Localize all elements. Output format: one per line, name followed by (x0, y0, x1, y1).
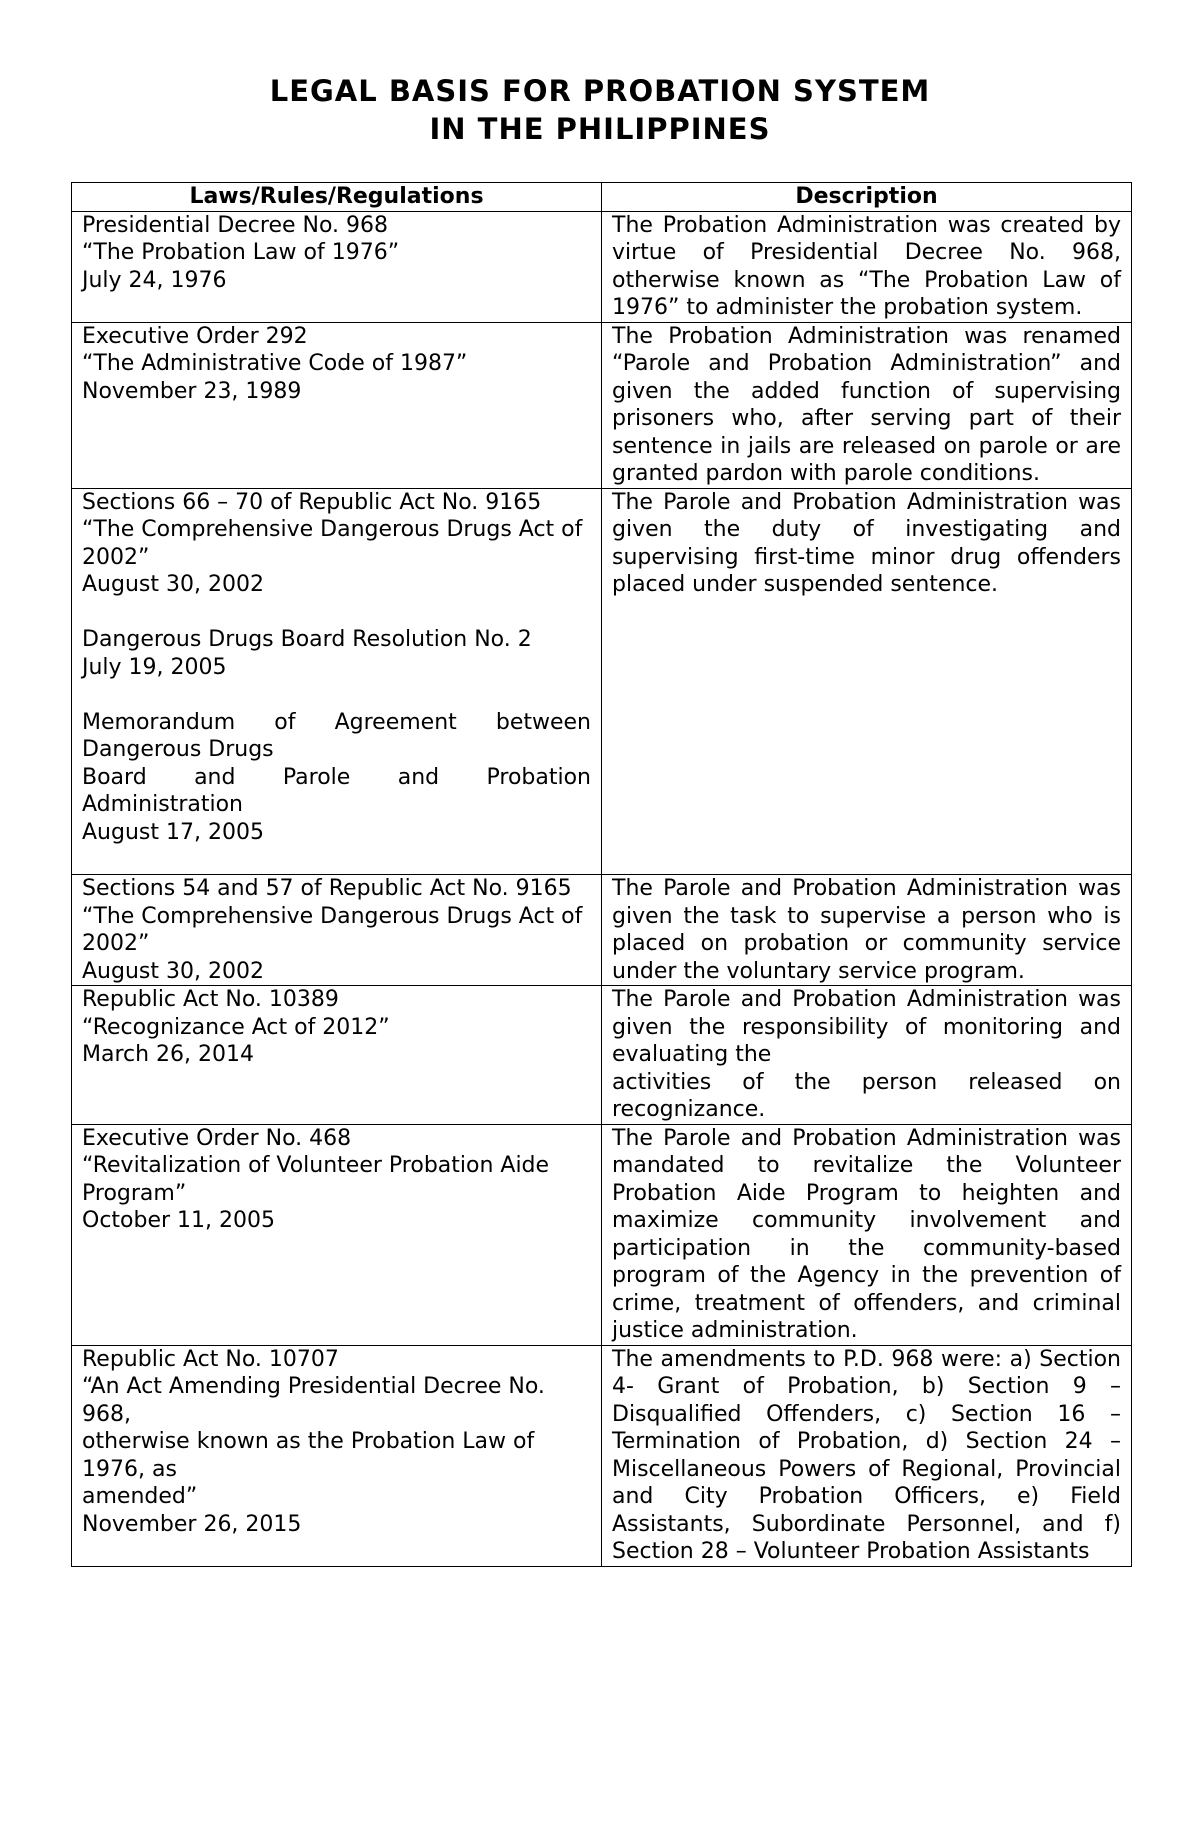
table-row (72, 1124, 1132, 1345)
law-line: Republic Act No. 10389 (82, 987, 339, 1012)
law-line: November 23, 1989 (82, 378, 302, 404)
law-line: August 30, 2002 (82, 958, 264, 984)
law-line: Sections 66 – 70 of Republic Act No. 9165 (82, 489, 542, 515)
law-line: “The Comprehensive Dangerous Drugs Act of 2002” (82, 903, 583, 956)
law-line: Republic Act No. 10707 (82, 1346, 339, 1372)
description-cell: The amendments to P.D. 968 were: a) Section 4- Grant of Probation, b) Section 9 – Disqualified Offenders, c) Section 16 – Termination of Probation, d) Section 24 – Miscellaneous Powers of Regional, Provincial and City Probation Officers, e) Field Assistants, Subordinate Personnel, and f) Section 28 – Volunteer Probation Assistants (602, 1345, 1132, 1566)
law-line: Memorandum of Agreement between (82, 709, 591, 735)
table-row (72, 322, 1132, 488)
description-cell (602, 986, 1132, 1125)
law-line: “Recognizance Act of 2012” (82, 1014, 390, 1040)
law-cell (72, 488, 602, 875)
description-cell: The Parole and Probation Administration was given the duty of investigating and supervising first-time minor drug offenders placed under suspended sentence. (602, 488, 1132, 875)
law-cell (72, 322, 602, 488)
description-line: activities of the person released on recognizance. (612, 1069, 1121, 1122)
law-line: Sections 54 and 57 of Republic Act No. 9165 (82, 876, 572, 901)
law-cell (72, 986, 602, 1125)
description-cell: The Parole and Probation Administration was given the task to supervise a person who is placed on probation or community service under the voluntary service program. (602, 875, 1132, 986)
law-line: Dangerous Drugs (82, 737, 274, 762)
law-line: Administration (82, 792, 243, 817)
law-line: July 24, 1976 (82, 267, 227, 293)
law-line: Board and Parole and Probation (82, 764, 591, 790)
law-cell (72, 211, 602, 322)
law-line: “The Comprehensive Dangerous Drugs Act of 2002” (82, 517, 583, 570)
law-line: August 30, 2002 (82, 572, 264, 597)
law-line: Executive Order 292 (82, 323, 308, 349)
table-row (72, 488, 1132, 875)
table-row (72, 986, 1132, 1125)
law-line: October 11, 2005 (82, 1208, 276, 1233)
law-line: July 19, 2005 (82, 654, 227, 680)
description-cell: The Probation Administration was renamed “Parole and Probation Administration” and given the added function of supervising prisoners who, after serving part of their sentence in jails are released on parole or are granted pardon with parole conditions. (602, 322, 1132, 488)
law-line: August 17, 2005 (82, 819, 264, 845)
table-row (72, 211, 1132, 322)
law-line: Presidential Decree No. 968 (82, 212, 389, 238)
table-header-row (72, 183, 1132, 212)
law-line: Executive Order No. 468 (82, 1125, 352, 1151)
header-laws: Laws/Rules/Regulations (72, 183, 602, 212)
description-cell: The Parole and Probation Administration was mandated to revitalize the Volunteer Probation Aide Program to heighten and maximize community involvement and participation in the community-based program of the Agency in the prevention of crime, treatment of offenders, and criminal justice administration. (602, 1124, 1132, 1345)
table-row (72, 875, 1132, 986)
description-line: The Parole and Probation Administration was given the responsibility of monitoring and evaluating the (612, 987, 1121, 1067)
law-cell (72, 1124, 602, 1345)
title-line-2: IN THE PHILIPPINES (429, 112, 771, 146)
law-line: Dangerous Drugs Board Resolution No. 2 (82, 627, 532, 652)
document-title (0, 72, 1200, 148)
law-line: March 26, 2014 (82, 1042, 255, 1067)
law-line: “The Administrative Code of 1987” (82, 351, 468, 376)
table-row (72, 1345, 1132, 1566)
law-line: “The Probation Law of 1976” (82, 240, 400, 265)
header-description: Description (602, 183, 1132, 212)
law-cell (72, 1345, 602, 1566)
law-cell (72, 875, 602, 986)
law-line: otherwise known as the Probation Law of 1976, as (82, 1429, 535, 1482)
legal-basis-table (71, 182, 1132, 1567)
law-line: “An Act Amending Presidential Decree No. 968, (82, 1374, 545, 1427)
law-line: November 26, 2015 (82, 1511, 302, 1537)
title-line-1: LEGAL BASIS FOR PROBATION SYSTEM (269, 74, 931, 108)
description-cell: The Probation Administration was created by virtue of Presidential Decree No. 968, otherwise known as “The Probation Law of 1976” to administer the probation system. (602, 211, 1132, 322)
law-line: “Revitalization of Volunteer Probation Aide Program” (82, 1153, 550, 1206)
law-line: amended” (82, 1484, 198, 1509)
